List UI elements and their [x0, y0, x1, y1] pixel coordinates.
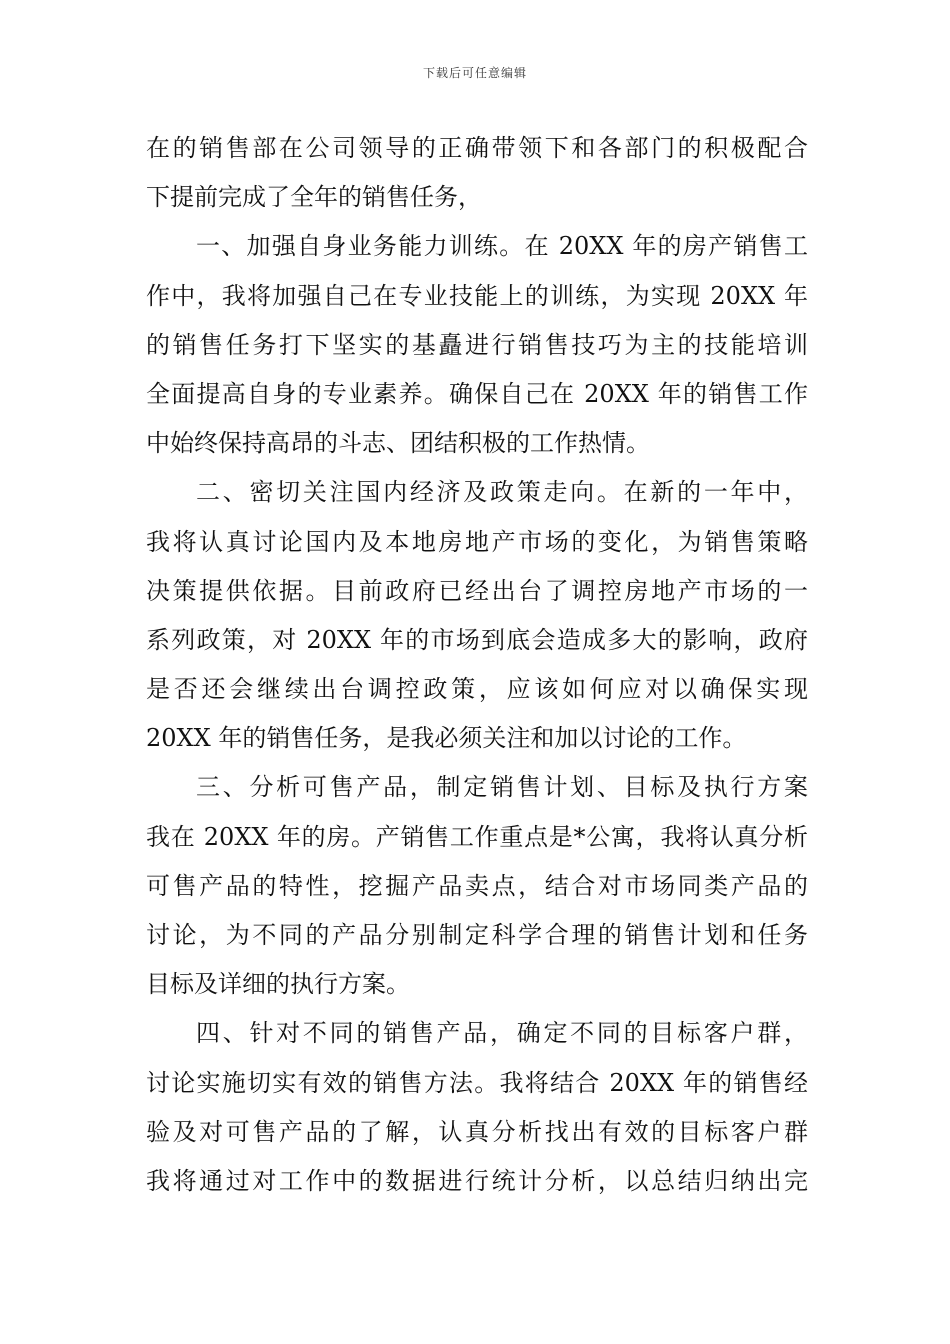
- document-body: [146, 124, 808, 1206]
- text-line: 我在 20XX 年的房。产销售工作重点是*公寓，我将认真分析: [146, 822, 808, 851]
- text-line: 验及对可售产品的了解，认真分析找出有效的目标客户群: [146, 1117, 808, 1146]
- text-line: 目标及详细的执行方案。: [146, 970, 410, 999]
- text-line: 是否还会继续出台调控政策，应该如何应对以确保实现: [146, 675, 808, 704]
- text-line: 在的销售部在公司领导的正确带领下和各部门的积极配合: [146, 134, 808, 162]
- section-heading-line: 三、分析可售产品，制定销售计划、目标及执行方案: [196, 773, 808, 802]
- text-line: 中始终保持高昂的斗志、团结积极的工作热情。: [146, 429, 650, 458]
- section-heading-line: 四、针对不同的销售产品，确定不同的目标客户群，: [196, 1019, 808, 1048]
- section-heading-line: 一、加强自身业务能力训练。在 20XX 年的房产销售工: [196, 232, 808, 261]
- text-line: 作中，我将加强自己在专业技能上的训练，为实现 20XX 年: [146, 281, 808, 310]
- text-line: 讨论，为不同的产品分别制定科学合理的销售计划和任务: [146, 921, 808, 949]
- text-line: 讨论实施切实有效的销售方法。我将结合 20XX 年的销售经: [146, 1068, 808, 1097]
- text-line: 决策提供依据。目前政府已经出台了调控房地产市场的一: [146, 576, 808, 605]
- header-note: 下载后可任意编辑: [422, 66, 527, 80]
- text-line: 我将通过对工作中的数据进行统计分析，以总结归纳出完: [146, 1166, 808, 1195]
- text-line: 20XX 年的销售任务，是我必须关注和加以讨论的工作。: [146, 724, 747, 753]
- section-heading-line: 二、密切关注国内经济及政策走向。在新的一年中，: [196, 478, 808, 507]
- text-line: 的销售任务打下坚实的基矗进行销售技巧为主的技能培训: [146, 330, 808, 359]
- text-line: 系列政策，对 20XX 年的市场到底会造成多大的影响，政府: [146, 625, 808, 654]
- text-line: 可售产品的特性，挖掘产品卖点，结合对市场同类产品的: [146, 871, 808, 900]
- text-line: 我将认真讨论国内及本地房地产市场的变化，为销售策略: [146, 527, 808, 556]
- text-line: 下提前完成了全年的销售任务，: [146, 183, 482, 212]
- text-line: 全面提高自身的专业素养。确保自己在 20XX 年的销售工作: [146, 379, 808, 408]
